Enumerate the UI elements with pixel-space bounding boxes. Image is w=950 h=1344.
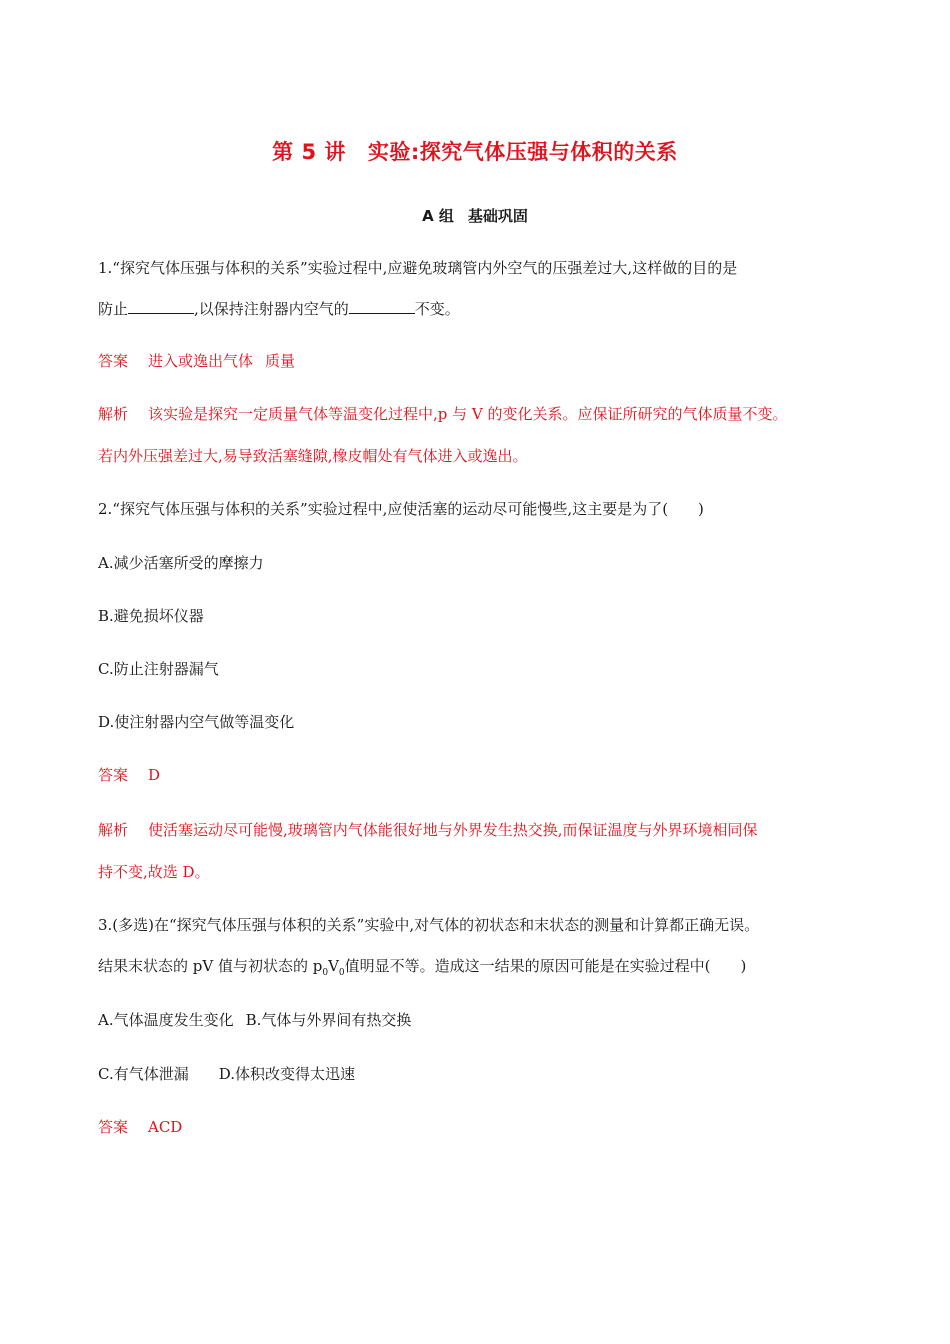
q2-option-a: A.减少活塞所受的摩擦力: [98, 554, 264, 572]
q3-options-row1: [98, 1010, 411, 1030]
q3-option-c: C.有气体泄漏: [98, 1065, 189, 1083]
q2-analysis-line2: 持不变,故选 D。: [98, 863, 210, 881]
q2-analysis-line1: [98, 820, 758, 840]
q1-stem-part-c: 不变。: [414, 300, 460, 318]
q1-answer-label: 答案: [98, 352, 129, 370]
q3-options-row2: [98, 1064, 355, 1084]
q1-answer: [98, 351, 295, 371]
q1-analysis-label: 解析: [98, 405, 129, 423]
q3-stem-part-c: 值明显不等。造成这一结果的原因可能是在实验过程中( ): [344, 957, 747, 975]
q2-answer-value: D: [148, 766, 161, 784]
q3-answer-label: 答案: [98, 1118, 129, 1136]
q1-analysis-line2: 若内外压强差过大,易导致活塞缝隙,橡皮帽处有气体进入或逸出。: [98, 447, 528, 465]
q1-stem-line2: [98, 299, 460, 319]
q2-answer: [98, 765, 160, 785]
group-label: A 组: [422, 207, 454, 225]
q3-option-b: B.气体与外界间有热交换: [245, 1011, 412, 1029]
q3-stem-part-a: 结果末状态的 pV 值与初状态的 p: [98, 957, 323, 975]
q2-answer-label: 答案: [98, 766, 129, 784]
q1-answer-1: 进入或逸出气体: [148, 352, 254, 370]
q3-option-d: D.体积改变得太迅速: [218, 1065, 355, 1083]
q1-stem-part-b: ,以保持注射器内空气的: [194, 300, 349, 318]
q1-answer-2: 质量: [265, 352, 296, 370]
q1-analysis-text-1: 该实验是探究一定质量气体等温变化过程中,p 与 V 的变化关系。应保证所研究的气体质量不变。: [148, 405, 788, 423]
q1-stem-line1: 1.“探究气体压强与体积的关系”实验过程中,应避免玻璃管内外空气的压强差过大,这样做的目的是: [98, 259, 738, 277]
page-title: [0, 136, 950, 166]
q3-stem-part-b: V: [328, 957, 339, 975]
q3-sub-p: 0: [322, 968, 329, 978]
q1-blank-2: [349, 299, 415, 314]
q2-option-b: B.避免损坏仪器: [98, 607, 204, 625]
q3-sub-v: 0: [338, 968, 345, 978]
q1-analysis-line1: [98, 404, 788, 424]
q3-answer: [98, 1117, 182, 1137]
q3-stem-line2: [98, 956, 746, 983]
q1-blank-1: [128, 299, 194, 314]
q2-analysis-label: 解析: [98, 821, 129, 839]
q1-stem-part-a: 防止: [98, 300, 129, 318]
lecture-topic: 实验:探究气体压强与体积的关系: [367, 140, 678, 164]
q2-option-d: D.使注射器内空气做等温变化: [98, 713, 295, 731]
q3-answer-value: ACD: [148, 1118, 183, 1136]
q2-stem: 2.“探究气体压强与体积的关系”实验过程中,应使活塞的运动尽可能慢些,这主要是为了( ): [98, 500, 704, 518]
group-name: 基础巩固: [467, 207, 528, 225]
q2-analysis-text-1: 使活塞运动尽可能慢,玻璃管内气体能很好地与外界发生热交换,而保证温度与外界环境相同保: [148, 821, 758, 839]
q2-option-c: C.防止注射器漏气: [98, 660, 219, 678]
lecture-number: 第 5 讲: [272, 140, 346, 164]
q3-option-a: A.气体温度发生变化: [98, 1011, 234, 1029]
group-heading: [0, 205, 950, 226]
q3-stem-line1: 3.(多选)在“探究气体压强与体积的关系”实验中,对气体的初状态和末状态的测量和计算都正确无误。: [98, 916, 760, 934]
